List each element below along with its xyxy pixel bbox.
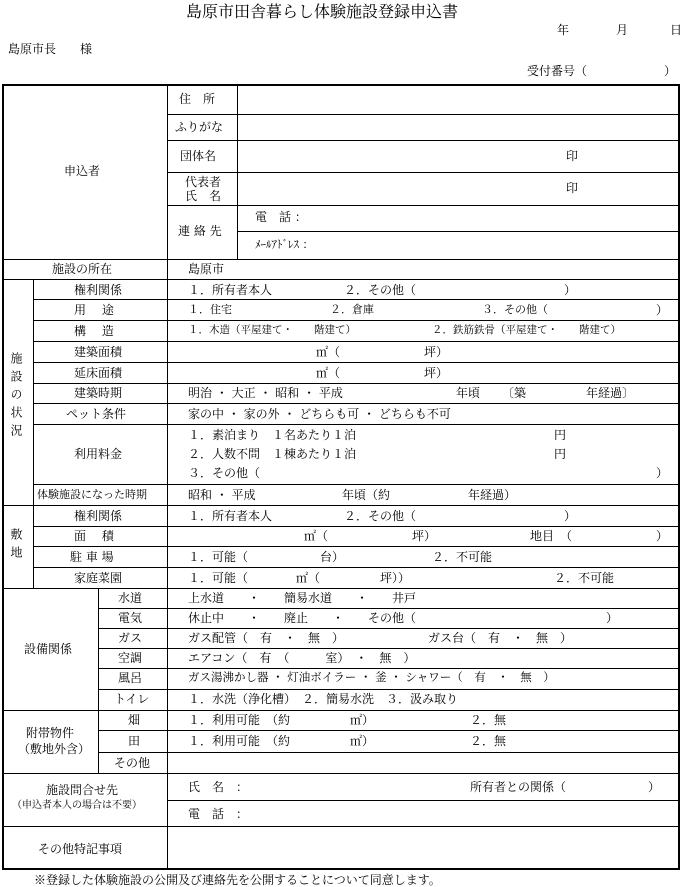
electric-options[interactable]: 休止中 ・ 廃止 ・ その他（ [188, 611, 417, 625]
fee-line2-yen: 円 [554, 447, 567, 461]
fee-line1[interactable]: １．素泊まり １名あたり１泊 [188, 428, 357, 442]
inquiry-phone-label: 電 話 ： [188, 807, 249, 821]
facility-rights-label: 権利関係 [74, 283, 123, 297]
garden-opt1[interactable]: １．可能（ ㎡（ 坪）） [188, 571, 411, 585]
applicant-group-label: 申込者 [64, 164, 101, 178]
inquiry-label-line2: （申込者本人の場合は不要） [12, 800, 142, 811]
parking-opt1[interactable]: １．可能（ 台） [188, 550, 345, 564]
fee-line3[interactable]: ３．その他（ [188, 466, 261, 480]
field-options[interactable]: １．利用可能 （約 ㎡） [188, 713, 375, 727]
parking-opt2[interactable]: ２．不可能 [432, 550, 493, 564]
use-close: ） [656, 303, 669, 317]
location-label: 施設の所在 [52, 262, 113, 276]
parking-label: 駐 車 場 [70, 550, 114, 564]
field-label: 畑 [128, 713, 141, 727]
addressee: 島原市長 様 [8, 42, 93, 56]
floor-area-value[interactable]: ㎡（ 坪） [316, 366, 449, 380]
became-facility-passed: 年経過） [468, 488, 517, 502]
land-group-label: 敷地 [9, 528, 23, 564]
org-name-input[interactable] [240, 142, 678, 171]
land-rights-close: ） [564, 509, 577, 523]
land-rights-opt1[interactable]: １．所有者本人 [188, 509, 273, 523]
use-opt1[interactable]: １．住宅 [188, 303, 232, 316]
became-facility-eras[interactable]: 昭和 ・ 平成 [188, 488, 256, 502]
use-label: 用 途 [74, 303, 114, 317]
land-rights-opt2[interactable]: ２．その他（ [344, 509, 417, 523]
phone-label: 電 話 ： [255, 210, 307, 224]
representative-label-line1: 代表者 [185, 175, 222, 189]
inquiry-relation-label: 所有者との関係（ [470, 780, 567, 794]
furigana-label: ふりがな [175, 120, 224, 134]
built-period-age: 〔築 年経過〕 [502, 386, 635, 400]
electric-close: ） [606, 611, 619, 625]
inquiry-relation-close: ） [648, 780, 661, 794]
land-category-close: ） [656, 529, 669, 543]
paddy-opt2[interactable]: ２．無 [470, 734, 507, 748]
structure-opt2[interactable]: ２．鉄筋鉄骨（平屋建て・ 階建て） [432, 324, 621, 336]
built-period-year: 年頃 [456, 386, 481, 400]
gas-pipe-options[interactable]: ガス配管（ 有 ・ 無 ） [188, 631, 345, 645]
garden-opt2[interactable]: ２．不可能 [554, 571, 615, 585]
facility-group-label: 施設の状況 [9, 352, 23, 442]
electric-label: 電気 [118, 611, 143, 625]
address-input[interactable] [240, 86, 678, 113]
use-opt3[interactable]: ３．その他（ [482, 303, 548, 316]
floor-area-label: 延床面積 [74, 366, 123, 380]
pet-label: ペット条件 [66, 407, 127, 421]
pet-options[interactable]: 家の中 ・ 家の外 ・ どちらも可 ・ どちらも不可 [188, 407, 451, 421]
land-area-value[interactable]: ㎡（ 坪） [304, 529, 437, 543]
fee-line3-close: ） [656, 466, 669, 480]
bath-options[interactable]: ガス湯沸かし器 ・ 灯油ボイラー ・ 釜 ・ シャワー（ 有 ・ 無 ） [188, 670, 555, 684]
land-category-label[interactable]: 地目 （ [530, 529, 573, 543]
date-day: 日 [670, 23, 683, 37]
receipt-number-label: 受付番号（ [527, 64, 588, 78]
structure-label: 構 造 [74, 324, 114, 338]
inquiry-name-label: 氏 名 ： [188, 780, 249, 794]
form-title: 島原市田舎暮らし体験施設登録申込書 [186, 2, 459, 21]
facility-rights-close: ） [564, 283, 577, 297]
extras-group-label-line2: （敷地外含） [18, 742, 91, 756]
notes-label: その他特記事項 [38, 842, 123, 856]
date-year: 年 [557, 23, 570, 37]
gas-stove-options[interactable]: ガス台（ 有 ・ 無 ） [428, 631, 573, 645]
furigana-input[interactable] [240, 116, 678, 139]
fee-line1-yen: 円 [554, 428, 567, 442]
garden-label: 家庭菜園 [74, 571, 123, 585]
paddy-label: 田 [128, 734, 141, 748]
extras-other-input[interactable] [170, 754, 678, 772]
extras-other-label: その他 [114, 756, 151, 770]
toilet-label: トイレ [114, 692, 150, 706]
became-facility-year: 年頃（約 [342, 488, 391, 502]
extras-group-label-line1: 附帯物件 [26, 726, 75, 740]
org-seal: 印 [566, 149, 579, 163]
water-options[interactable]: 上水道 ・ 簡易水道 ・ 井戸 [188, 591, 417, 605]
notes-input[interactable] [170, 828, 678, 868]
facility-rights-opt2[interactable]: ２．その他（ [344, 283, 417, 297]
aircon-label: 空調 [118, 651, 143, 665]
building-area-value[interactable]: ㎡（ 坪） [316, 345, 449, 359]
consent-note: ※登録した体験施設の公開及び連絡先を公開することについて同意します。 [34, 873, 441, 887]
receipt-number-close: ） [664, 64, 677, 78]
built-period-eras[interactable]: 明治 ・ 大正 ・ 昭和 ・ 平成 [188, 386, 343, 400]
equipment-group-label: 設備関係 [24, 642, 73, 656]
address-label: 住 所 [179, 92, 216, 106]
bath-label: 風呂 [118, 671, 143, 685]
email-input[interactable] [340, 233, 678, 258]
field-opt2[interactable]: ２．無 [470, 713, 507, 727]
representative-input[interactable] [240, 174, 678, 204]
use-opt2[interactable]: ２．倉庫 [330, 303, 374, 316]
fee-label: 利用料金 [74, 447, 123, 461]
structure-opt1[interactable]: １．木造（平屋建て・ 階建て） [188, 324, 356, 336]
land-rights-label: 権利関係 [74, 509, 123, 523]
built-period-label: 建築時期 [74, 386, 123, 400]
water-label: 水道 [118, 591, 143, 605]
fee-line2[interactable]: ２．人数不問 １棟あたり１泊 [188, 447, 357, 461]
representative-seal: 印 [566, 181, 579, 195]
inquiry-name-input[interactable] [260, 776, 460, 798]
toilet-options[interactable]: １．水洗（浄化槽） ２．簡易水洗 ３．汲み取り [188, 692, 459, 706]
email-label: ﾒｰﾙｱﾄﾞﾚｽ ： [255, 238, 314, 251]
location-value: 島原市 [188, 262, 225, 276]
became-facility-label: 体験施設になった時期 [37, 488, 147, 501]
contact-label: 連 絡 先 [178, 224, 222, 238]
aircon-options[interactable]: エアコン（ 有 （ 室） ・ 無 ） [188, 651, 416, 665]
paddy-options[interactable]: １．利用可能 （約 ㎡） [188, 734, 375, 748]
building-area-label: 建築面積 [74, 345, 123, 359]
inquiry-label-line1: 施設問合せ先 [46, 783, 119, 797]
representative-label-line2: 氏 名 [185, 189, 222, 203]
phone-input[interactable] [340, 207, 678, 230]
org-name-label: 団体名 [180, 149, 217, 163]
land-area-label: 面 積 [74, 529, 114, 543]
inquiry-phone-input[interactable] [260, 802, 678, 824]
date-month: 月 [616, 23, 629, 37]
gas-label: ガス [118, 631, 143, 645]
facility-rights-opt1[interactable]: １．所有者本人 [188, 283, 273, 297]
